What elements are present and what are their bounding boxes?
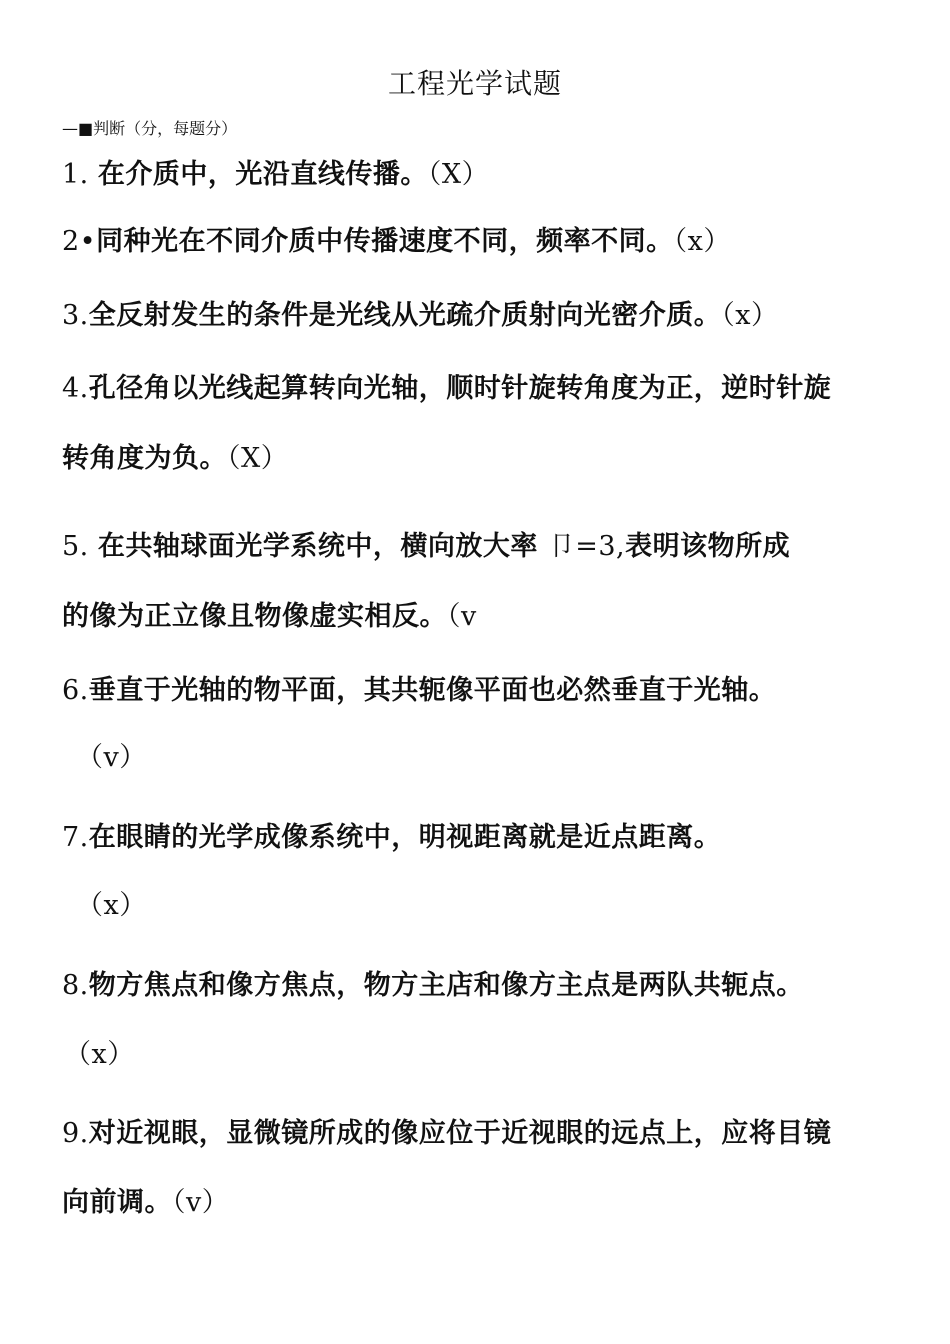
question-5-line-1 — [62, 524, 790, 563]
question-3-line-1 — [62, 293, 779, 332]
question-5-line-2 — [62, 594, 477, 633]
question-text: 转角度为负。 — [62, 443, 227, 474]
question-8-line-2 — [64, 1032, 135, 1071]
question-4-line-2 — [62, 436, 288, 475]
question-answer: （x） — [673, 226, 731, 257]
question-number: 3. — [62, 300, 89, 331]
page-title: 工程光学试题 — [387, 67, 562, 100]
question-text: 全反射发生的条件是光线从光疏介质射向光密介质。 — [88, 300, 722, 331]
question-number: 7. — [62, 822, 89, 853]
question-1-line-1 — [62, 152, 489, 191]
question-number: 8. — [62, 970, 89, 1001]
question-number: 2• — [62, 226, 97, 257]
question-9-line-1 — [62, 1111, 831, 1150]
question-7-line-2 — [76, 883, 147, 922]
question-text: 在眼睛的光学成像系统中，明视距离就是近点距离。 — [88, 822, 722, 853]
question-answer: （x） — [64, 1039, 135, 1070]
question-answer: （v — [447, 601, 477, 632]
magnification-value: 卩=3, — [547, 531, 626, 562]
question-2-line-1 — [62, 219, 731, 258]
question-answer: （X） — [427, 159, 490, 190]
question-text: 的像为正立像且物像虚实相反。 — [62, 601, 447, 632]
question-text: 向前调。 — [62, 1187, 172, 1218]
question-answer: （x） — [76, 890, 147, 921]
question-number: 9. — [62, 1118, 89, 1149]
question-number: 4. — [62, 373, 89, 404]
section-heading: —■判断（分，每题分） — [62, 119, 238, 138]
question-4-line-1 — [62, 366, 831, 405]
question-answer: （v） — [76, 742, 147, 773]
question-number: 5. — [62, 531, 98, 562]
question-text: 同种光在不同介质中传播速度不同，频率不同。 — [96, 226, 674, 257]
question-text-continued: 表明该物所成 — [625, 531, 791, 562]
question-answer: （v） — [172, 1187, 230, 1218]
question-text: 垂直于光轴的物平面，其共轭像平面也必然垂直于光轴。 — [88, 675, 777, 706]
question-answer: （x） — [721, 300, 779, 331]
question-text: 在共轴球面光学系统中，横向放大率 — [97, 531, 548, 562]
question-7-line-1 — [62, 815, 721, 854]
question-9-line-2 — [62, 1180, 229, 1219]
question-6-line-1 — [62, 668, 776, 707]
question-6-line-2 — [76, 735, 147, 774]
question-number: 6. — [62, 675, 89, 706]
question-text: 孔径角以光线起算转向光轴，顺时针旋转角度为正，逆时针旋 — [88, 373, 832, 404]
question-text: 物方焦点和像方焦点，物方主店和像方主点是两队共轭点。 — [88, 970, 804, 1001]
question-text: 在介质中，光沿直线传播。 — [97, 159, 428, 190]
question-answer: （X） — [227, 443, 289, 474]
question-8-line-1 — [62, 963, 804, 1002]
question-text: 对近视眼，显微镜所成的像应位于近视眼的远点上，应将目镜 — [88, 1118, 832, 1149]
question-number: 1. — [62, 159, 98, 190]
